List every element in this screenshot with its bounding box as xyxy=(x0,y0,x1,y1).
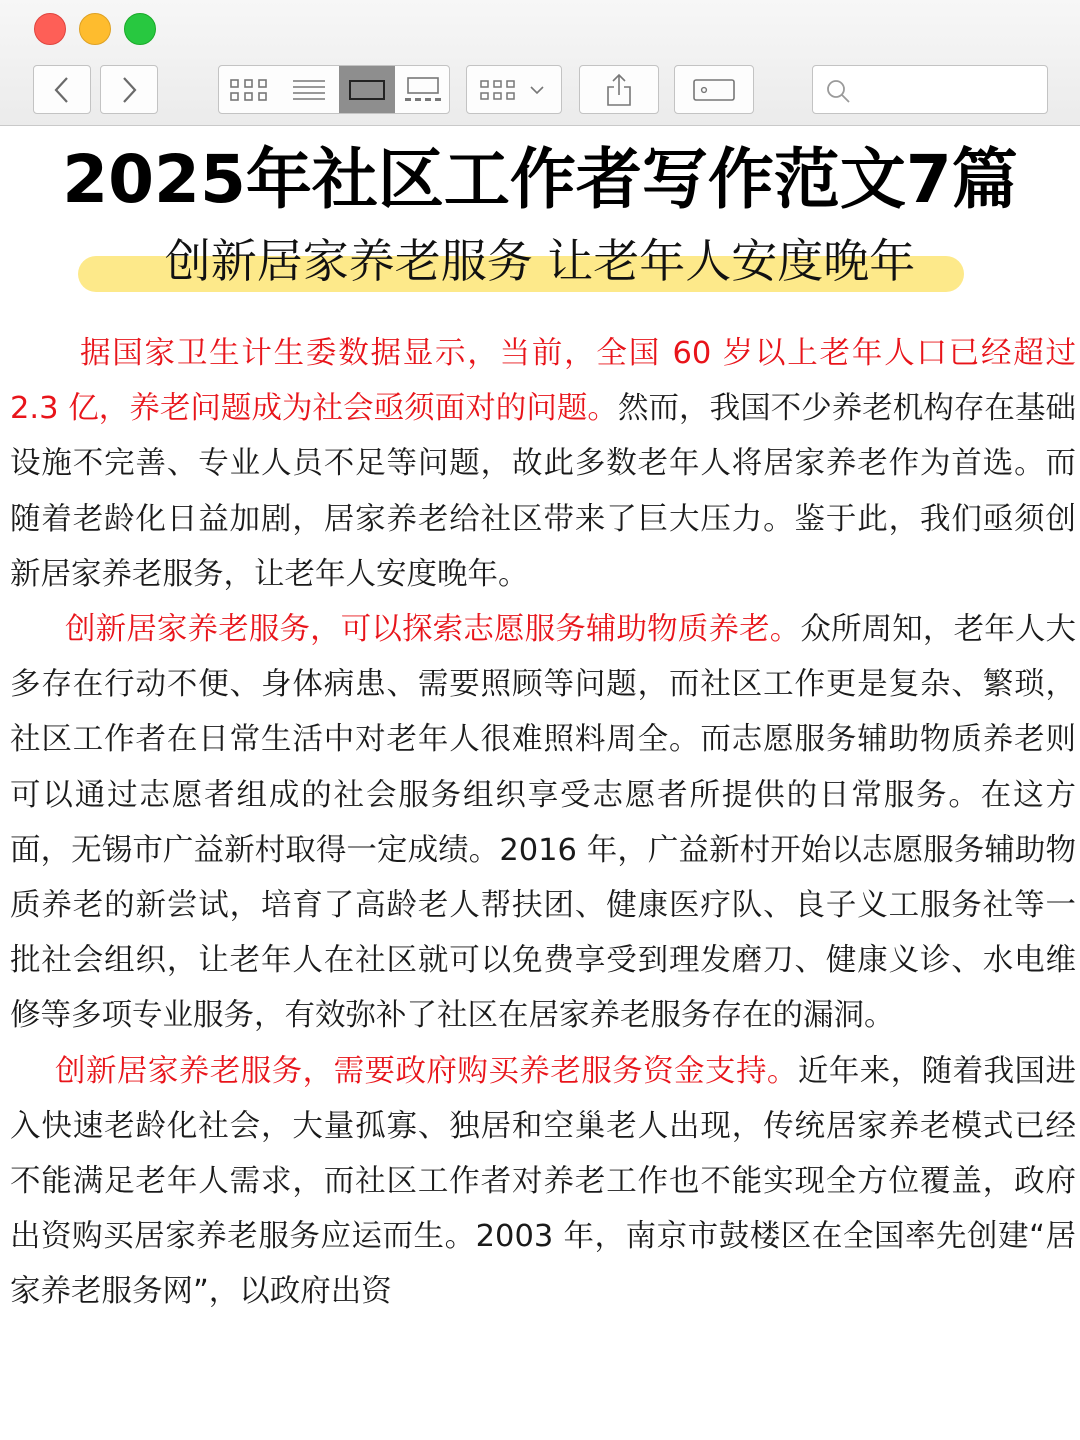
back-button[interactable] xyxy=(33,65,91,114)
search-input[interactable] xyxy=(857,74,1041,106)
zoom-window-button[interactable] xyxy=(124,13,156,45)
search-box xyxy=(812,65,1048,114)
page-subtitle: 创新居家养老服务 让老年人安度晚年 xyxy=(164,234,916,288)
tag-button[interactable] xyxy=(674,65,754,114)
minimize-window-button[interactable] xyxy=(79,13,111,45)
list-view-icon xyxy=(292,78,326,102)
paragraph-3-text: 近年来，随着我国进入快速老龄化社会，大量孤寡、独居和空巢老人出现，传统居家养老模式已经不能满足老年人需求，而社区工作者对养老工作也不能实现全方位覆盖，政府出资购买居家养老服务应运而生。2003 年，南京市鼓楼区在全国率先创建“居家养老服务网”，以政府出资 xyxy=(10,1053,1076,1310)
paragraph-1-lead: 据国家卫生计生委数据显示，当前，全国 60 岁以上老年人口已经超过 2.3 亿，养老问题成为社会亟须面对的问题。 xyxy=(10,336,1076,427)
grid-view-button[interactable] xyxy=(219,66,279,113)
grid-view-icon xyxy=(229,78,269,102)
group-by-icon xyxy=(479,78,549,102)
search-icon xyxy=(825,78,851,104)
paragraph-1 xyxy=(10,326,1076,602)
single-page-view-icon xyxy=(348,78,386,102)
chevron-left-icon xyxy=(52,75,72,105)
paragraph-2-text: 众所周知，老年人大多存在行动不便、身体病患、需要照顾等问题，而社区工作更是复杂、繁琐，社区工作者在日常生活中对老年人很难照料周全。而志愿服务辅助物质养老则可以通过志愿者组成的社会服务组织享受志愿者所提供的日常服务。在这方面，无锡市广益新村取得一定成绩。2016 年，广益新村开始以志愿服务辅助物质养老的新尝试，培育了高龄老人帮扶团、健康医疗队、良子义工服务社等一批社会组织，让老年人在社区就可以免费享受到理发磨刀、健康义诊、水电维修等多项专业服务，有效弥补了社区在居家养老服务存在的漏洞。 xyxy=(10,612,1076,1034)
paragraph-2 xyxy=(10,602,1076,1044)
filmstrip-view-button[interactable] xyxy=(395,66,450,113)
article-body xyxy=(10,326,1076,1320)
paragraph-3 xyxy=(10,1044,1076,1320)
document-content xyxy=(0,126,1080,1440)
view-mode-control xyxy=(218,65,450,114)
list-view-button[interactable] xyxy=(279,66,339,113)
chevron-right-icon xyxy=(119,75,139,105)
paragraph-3-lead: 创新居家养老服务，需要政府购买养老服务资金支持。 xyxy=(55,1053,798,1089)
forward-button[interactable] xyxy=(100,65,158,114)
share-icon xyxy=(604,73,634,107)
paragraph-1-text: 然而，我国不少养老机构存在基础设施不完善、专业人员不足等问题，故此多数老年人将居家养老作为首选。而随着老龄化日益加剧，居家养老给社区带来了巨大压力。鉴于此，我们亟须创新居家养老服务，让老年人安度晚年。 xyxy=(10,391,1077,592)
page-title: 2025年社区工作者写作范文7篇 xyxy=(62,141,1018,218)
close-window-button[interactable] xyxy=(34,13,66,45)
share-button[interactable] xyxy=(579,65,659,114)
tag-icon xyxy=(692,77,736,103)
single-page-view-button[interactable] xyxy=(339,66,395,113)
group-by-dropdown[interactable] xyxy=(466,65,562,114)
paragraph-2-lead: 创新居家养老服务，可以探索志愿服务辅助物质养老。 xyxy=(65,612,801,648)
toolbar xyxy=(0,0,1080,126)
filmstrip-view-icon xyxy=(404,77,442,103)
